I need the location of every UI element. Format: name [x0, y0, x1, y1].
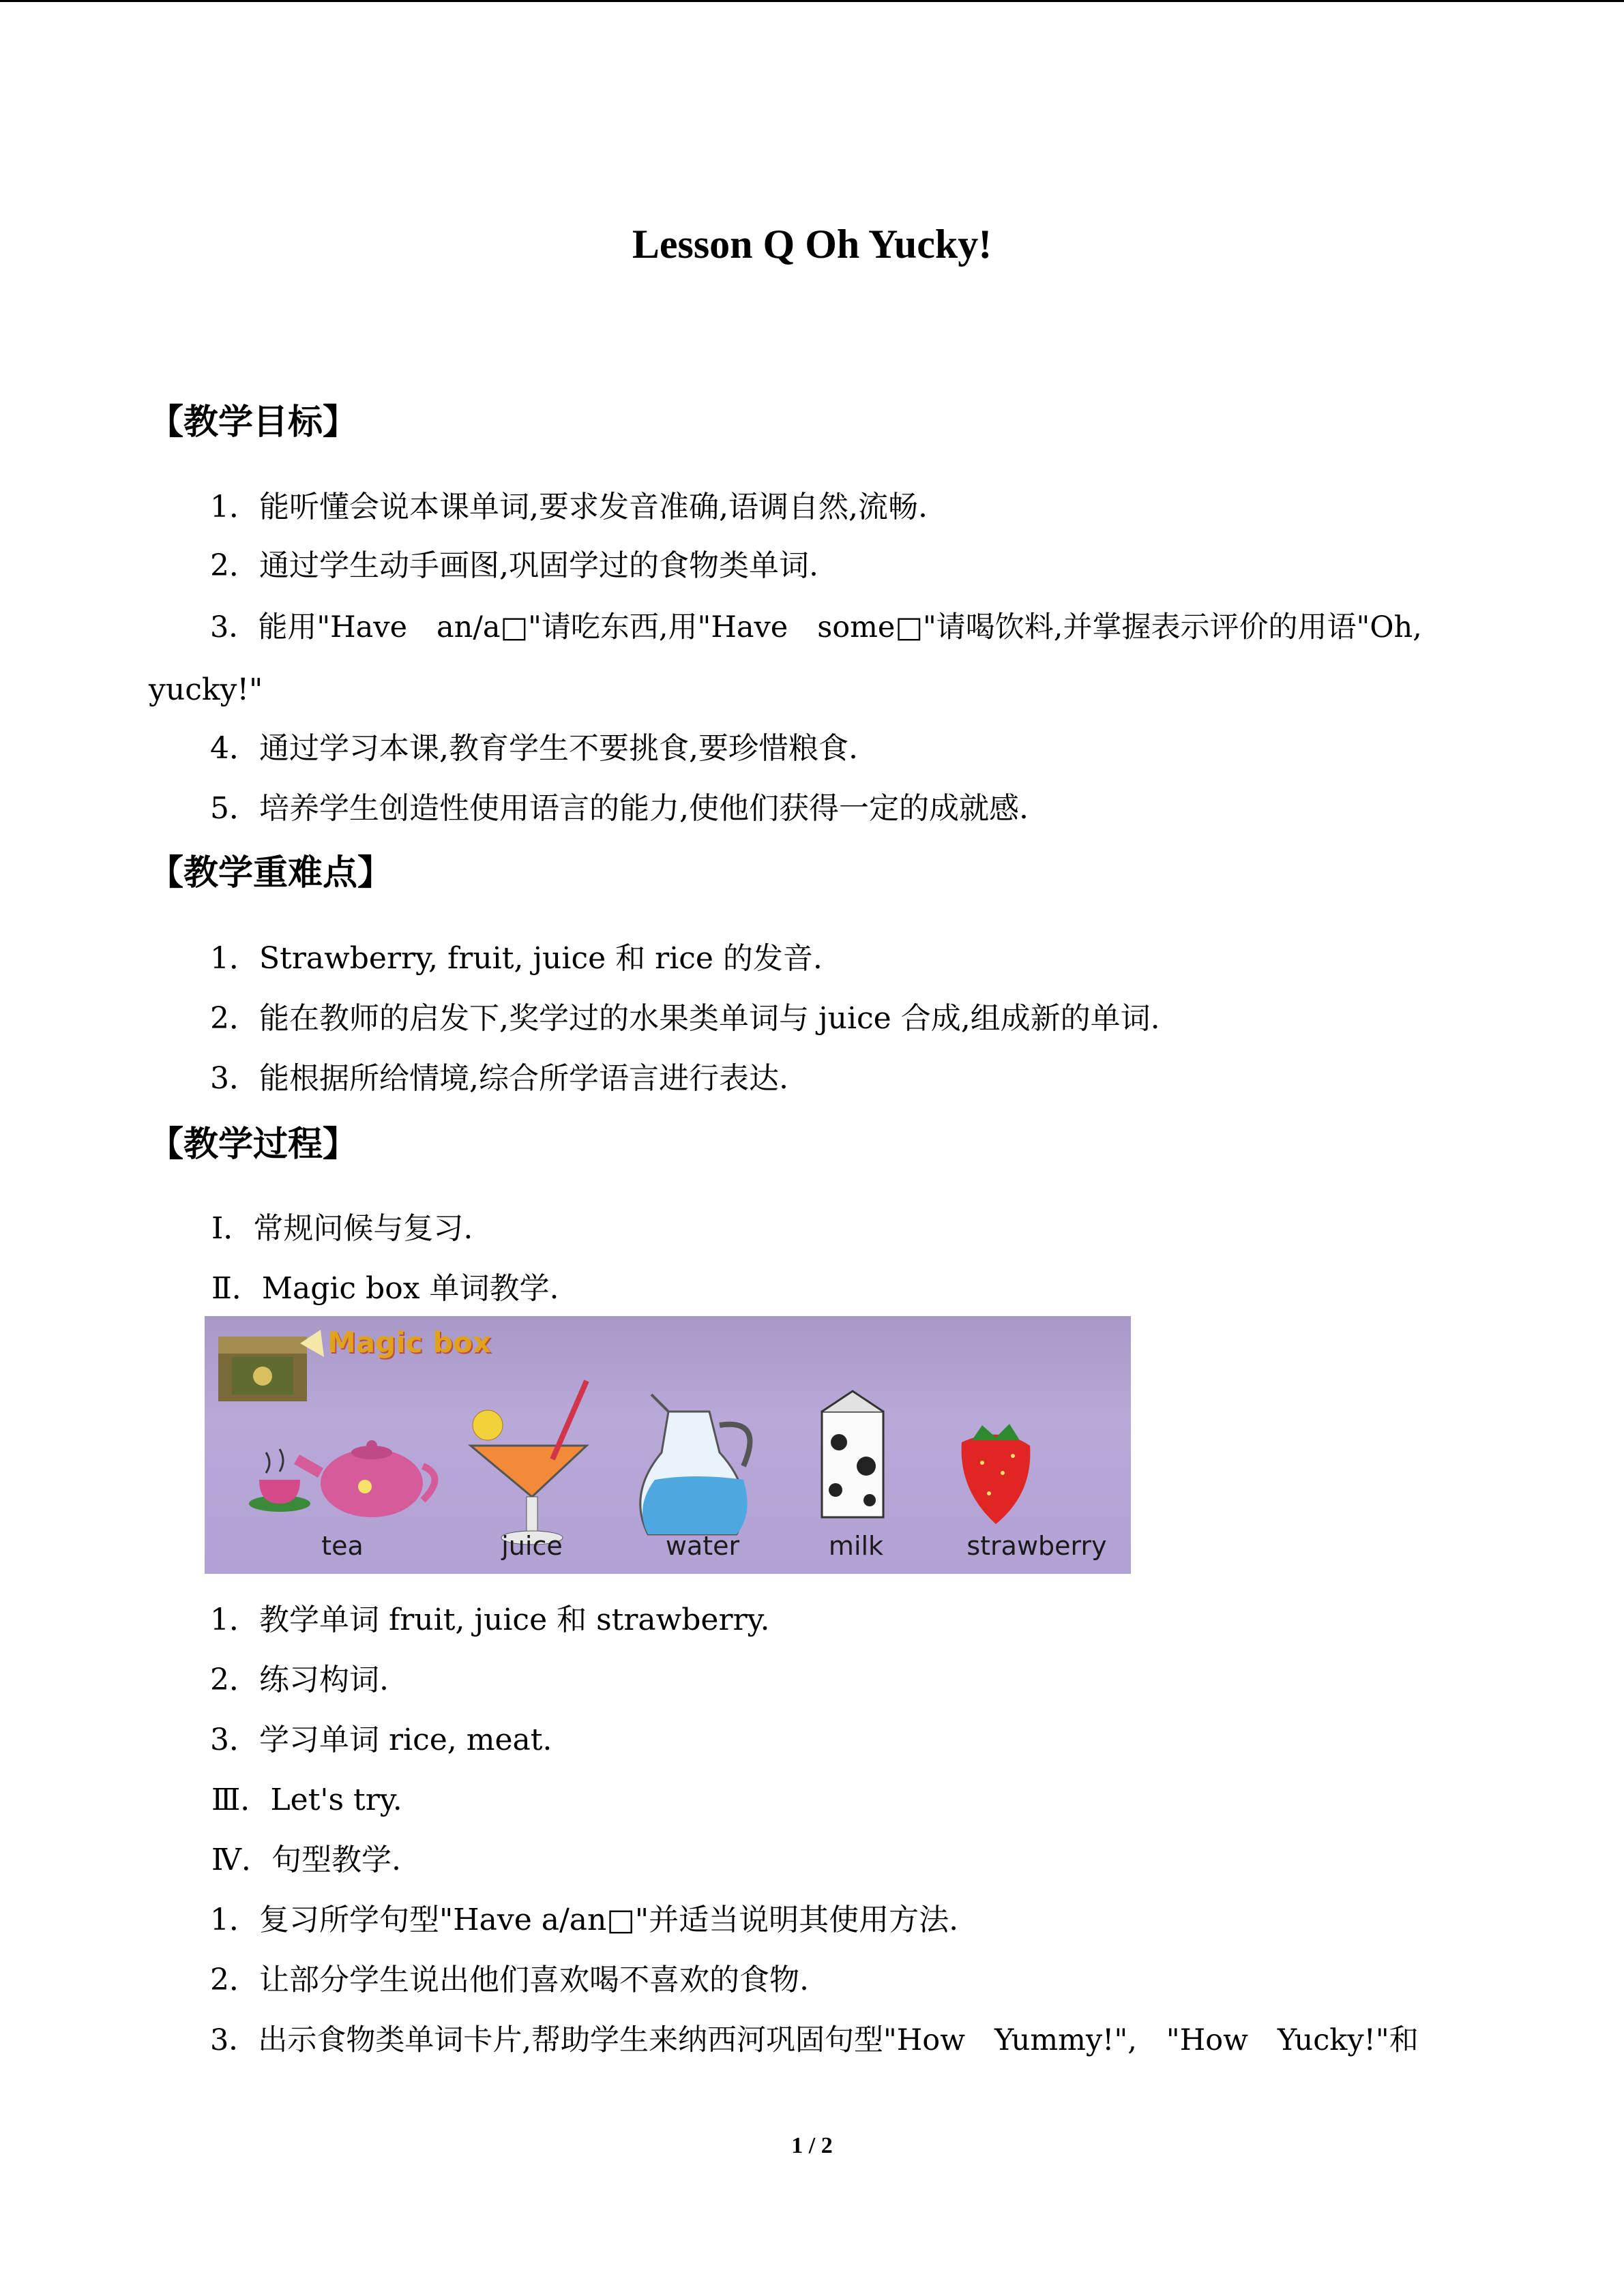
label-juice: juice [501, 1531, 563, 1561]
list-item: Ⅰ．常规问候与复习. [211, 1211, 473, 1246]
list-item: Ⅲ．Let's try. [211, 1783, 402, 1817]
milk-carton-icon [822, 1391, 883, 1517]
list-item: Ⅱ．Magic box 单词教学. [211, 1271, 559, 1306]
page-number: 1 / 2 [791, 2133, 833, 2158]
list-item: 3．学习单词 rice, meat. [210, 1723, 552, 1757]
label-water: water [665, 1531, 740, 1561]
list-item: 2．通过学生动手画图,巩固学过的食物类单词. [210, 548, 818, 583]
treasure-chest-icon [218, 1330, 324, 1401]
list-item: 1．复习所学句型"Have a/an□"并适当说明其使用方法. [210, 1903, 959, 1937]
list-item: 3．出示食物类单词卡片,帮助学生来纳西河巩固句型"How Yummy!", "How Yucky!"和 [210, 2023, 1419, 2057]
juice-glass-icon [471, 1381, 587, 1545]
list-item: 3．能根据所给情境,综合所学语言进行表达. [210, 1061, 788, 1096]
top-border-line [0, 0, 1624, 2]
page-title: Lesson Q Oh Yucky! [632, 222, 992, 267]
list-item: 1．能听懂会说本课单词,要求发音准确,语调自然,流畅. [210, 490, 928, 524]
strawberry-icon [962, 1424, 1031, 1524]
water-pitcher-icon [640, 1395, 750, 1534]
list-item: 2．练习构词. [210, 1663, 389, 1697]
label-tea: tea [321, 1531, 364, 1561]
label-milk: milk [828, 1531, 884, 1561]
magic-box-title: Magic box [327, 1326, 492, 1359]
list-item: 2．让部分学生说出他们喜欢喝不喜欢的食物. [210, 1963, 809, 1997]
label-strawberry: strawberry [966, 1531, 1107, 1561]
list-item: 1．Strawberry, fruit, juice 和 rice 的发音. [210, 941, 823, 976]
list-item: 3．能用"Have an/a□"请吃东西,用"Have some□"请喝饮料,并掌握表示评价的用语"Oh, [210, 610, 1422, 644]
teapot-icon [249, 1440, 435, 1517]
section-heading-objectives: 【教学目标】 [149, 402, 358, 443]
list-item: 5．培养学生创造性使用语言的能力,使他们获得一定的成就感. [210, 791, 1029, 826]
magic-box-illustration [205, 1316, 1131, 1574]
list-item: 4．通过学习本课,教育学生不要挑食,要珍惜粮食. [210, 731, 858, 766]
section-heading-key-points: 【教学重难点】 [149, 853, 393, 893]
section-heading-process: 【教学过程】 [149, 1124, 358, 1165]
list-item: 1．教学单词 fruit, juice 和 strawberry. [210, 1602, 770, 1637]
list-item: 2．能在教师的启发下,奖学过的水果类单词与 juice 合成,组成新的单词. [210, 1001, 1160, 1036]
list-item-continuation: yucky!" [149, 672, 263, 707]
list-item: Ⅳ．句型教学. [211, 1843, 401, 1877]
